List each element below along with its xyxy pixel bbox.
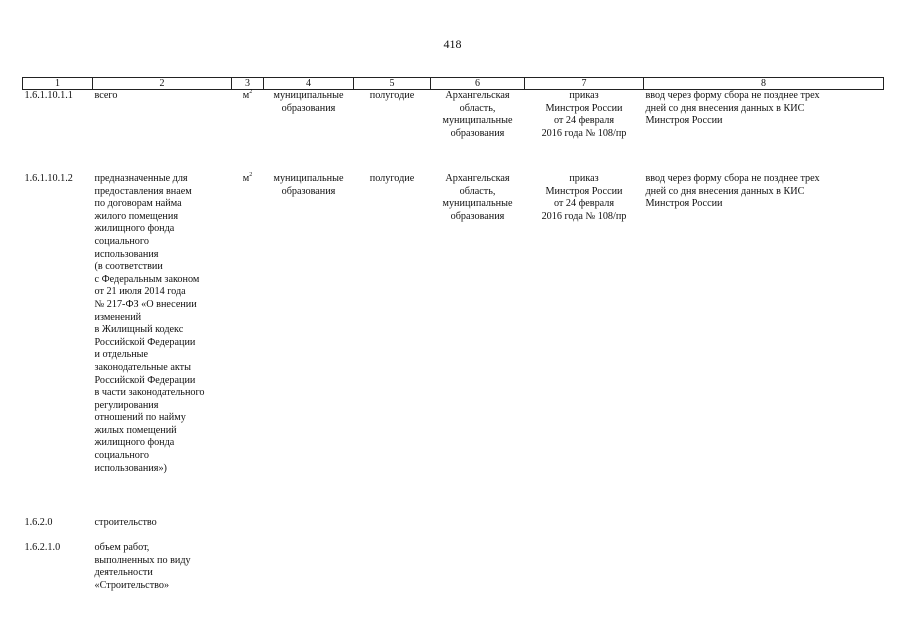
submission-method xyxy=(644,517,884,542)
indicator-description xyxy=(93,173,232,517)
column-header: 3 xyxy=(232,78,264,90)
methodology-document xyxy=(525,517,644,542)
table-row xyxy=(23,173,884,517)
indicator-description xyxy=(93,542,232,602)
periodicity xyxy=(354,90,431,174)
cell-line: полугодие xyxy=(369,173,415,184)
column-header: 2 xyxy=(93,78,232,90)
unit-text: м xyxy=(242,173,250,184)
cell-line: деятельности xyxy=(94,567,153,579)
cell-line: дней со дня внесения данных в КИС xyxy=(645,185,805,197)
territory xyxy=(431,517,525,542)
periodicity xyxy=(354,173,431,517)
cell-line: Российской Федерации xyxy=(94,374,196,386)
cell-line: выполненных по виду xyxy=(94,554,191,566)
indicator-code: 1.6.1.10.1.2 xyxy=(24,173,73,184)
indicator-description xyxy=(93,517,232,542)
cell-line: № 217-ФЗ «О внесении xyxy=(94,298,197,310)
territory xyxy=(431,173,525,517)
territory xyxy=(431,542,525,602)
submission-method xyxy=(644,90,884,174)
cell-line: муниципальные xyxy=(273,173,344,184)
cell-line: Минстроя России xyxy=(545,185,623,197)
cell-line: строительство xyxy=(94,517,157,528)
indicator-code: 1.6.2.1.0 xyxy=(24,542,61,553)
cell-line: в части законодательного xyxy=(94,387,205,399)
column-header: 4 xyxy=(264,78,354,90)
methodology-document xyxy=(525,173,644,517)
cell-line: от 21 июля 2014 года xyxy=(94,286,186,298)
observation-object xyxy=(264,542,354,602)
cell-line: социального xyxy=(94,235,149,247)
unit-of-measure xyxy=(232,517,264,542)
submission-method xyxy=(644,542,884,602)
page-number: 418 xyxy=(443,37,462,51)
cell-line: 2016 года № 108/пр xyxy=(541,210,627,222)
cell-line: всего xyxy=(94,90,118,101)
cell-line: образования xyxy=(281,185,336,197)
unit-of-measure xyxy=(232,90,264,174)
cell-line: с Федеральным законом xyxy=(94,273,200,285)
methodology-document xyxy=(525,542,644,602)
cell-line: приказ xyxy=(569,173,599,184)
data-table xyxy=(22,77,884,602)
column-header: 5 xyxy=(354,78,431,90)
cell-line: Минстроя России xyxy=(645,198,723,210)
cell-line: дней со дня внесения данных в КИС xyxy=(645,102,805,114)
cell-line: предоставления внаем xyxy=(94,185,192,197)
cell-line: Архангельская xyxy=(445,90,510,101)
periodicity xyxy=(354,517,431,542)
cell-line: предназначенные для xyxy=(94,173,188,184)
cell-line: изменений xyxy=(94,311,142,323)
territory xyxy=(431,90,525,174)
indicator-code: 1.6.2.0 xyxy=(24,517,53,528)
column-header: 8 xyxy=(644,78,884,90)
methodology-document xyxy=(525,90,644,174)
cell-line: использования xyxy=(94,248,159,260)
cell-line: приказ xyxy=(569,90,599,101)
cell-line: от 24 февраля xyxy=(553,198,615,210)
cell-line: в Жилищный кодекс xyxy=(94,324,184,336)
table-row xyxy=(23,517,884,542)
indicator-description xyxy=(93,90,232,174)
table-row xyxy=(23,542,884,602)
unit-superscript: 2 xyxy=(249,172,253,178)
column-header: 1 xyxy=(23,78,93,90)
observation-object xyxy=(264,90,354,174)
submission-method xyxy=(644,173,884,517)
cell-line: муниципальные xyxy=(442,198,513,210)
cell-line: образования xyxy=(450,210,505,222)
cell-line: муниципальные xyxy=(273,90,344,101)
cell-line: (в соответствии xyxy=(94,261,163,273)
cell-line: социального xyxy=(94,450,149,462)
column-header: 6 xyxy=(431,78,525,90)
cell-line: ввод через форму сбора не позднее трех xyxy=(645,173,820,184)
observation-object xyxy=(264,173,354,517)
cell-line: Минстроя России xyxy=(545,102,623,114)
cell-line: Архангельская xyxy=(445,173,510,184)
unit-of-measure xyxy=(232,173,264,517)
cell-line: образования xyxy=(281,102,336,114)
cell-line: жилых помещений xyxy=(94,424,177,436)
cell-line: регулирования xyxy=(94,399,159,411)
cell-line: Минстроя России xyxy=(645,115,723,127)
cell-line: жилищного фонда xyxy=(94,223,175,235)
cell-line: отношений по найму xyxy=(94,412,186,424)
table-row xyxy=(23,90,884,174)
table-header-row xyxy=(23,78,884,90)
cell-line: законодательные акты xyxy=(94,361,191,373)
unit-text: м xyxy=(242,90,250,101)
unit-of-measure xyxy=(232,542,264,602)
column-header: 7 xyxy=(525,78,644,90)
periodicity xyxy=(354,542,431,602)
cell-line: от 24 февраля xyxy=(553,115,615,127)
cell-line: область, xyxy=(459,185,496,197)
cell-line: и отдельные xyxy=(94,349,149,361)
cell-line: полугодие xyxy=(369,90,415,101)
cell-line: использования») xyxy=(94,462,167,474)
cell-line: ввод через форму сбора не позднее трех xyxy=(645,90,820,101)
cell-line: жилищного фонда xyxy=(94,437,175,449)
cell-line: объем работ, xyxy=(94,542,150,553)
indicator-code: 1.6.1.10.1.1 xyxy=(24,90,73,101)
unit-superscript: 2 xyxy=(249,89,253,95)
observation-object xyxy=(264,517,354,542)
cell-line: область, xyxy=(459,102,496,114)
cell-line: образования xyxy=(450,127,505,139)
cell-line: «Строительство» xyxy=(94,579,170,591)
cell-line: муниципальные xyxy=(442,115,513,127)
cell-line: жилого помещения xyxy=(94,210,179,222)
cell-line: 2016 года № 108/пр xyxy=(541,127,627,139)
cell-line: Российской Федерации xyxy=(94,336,196,348)
cell-line: по договорам найма xyxy=(94,198,182,210)
